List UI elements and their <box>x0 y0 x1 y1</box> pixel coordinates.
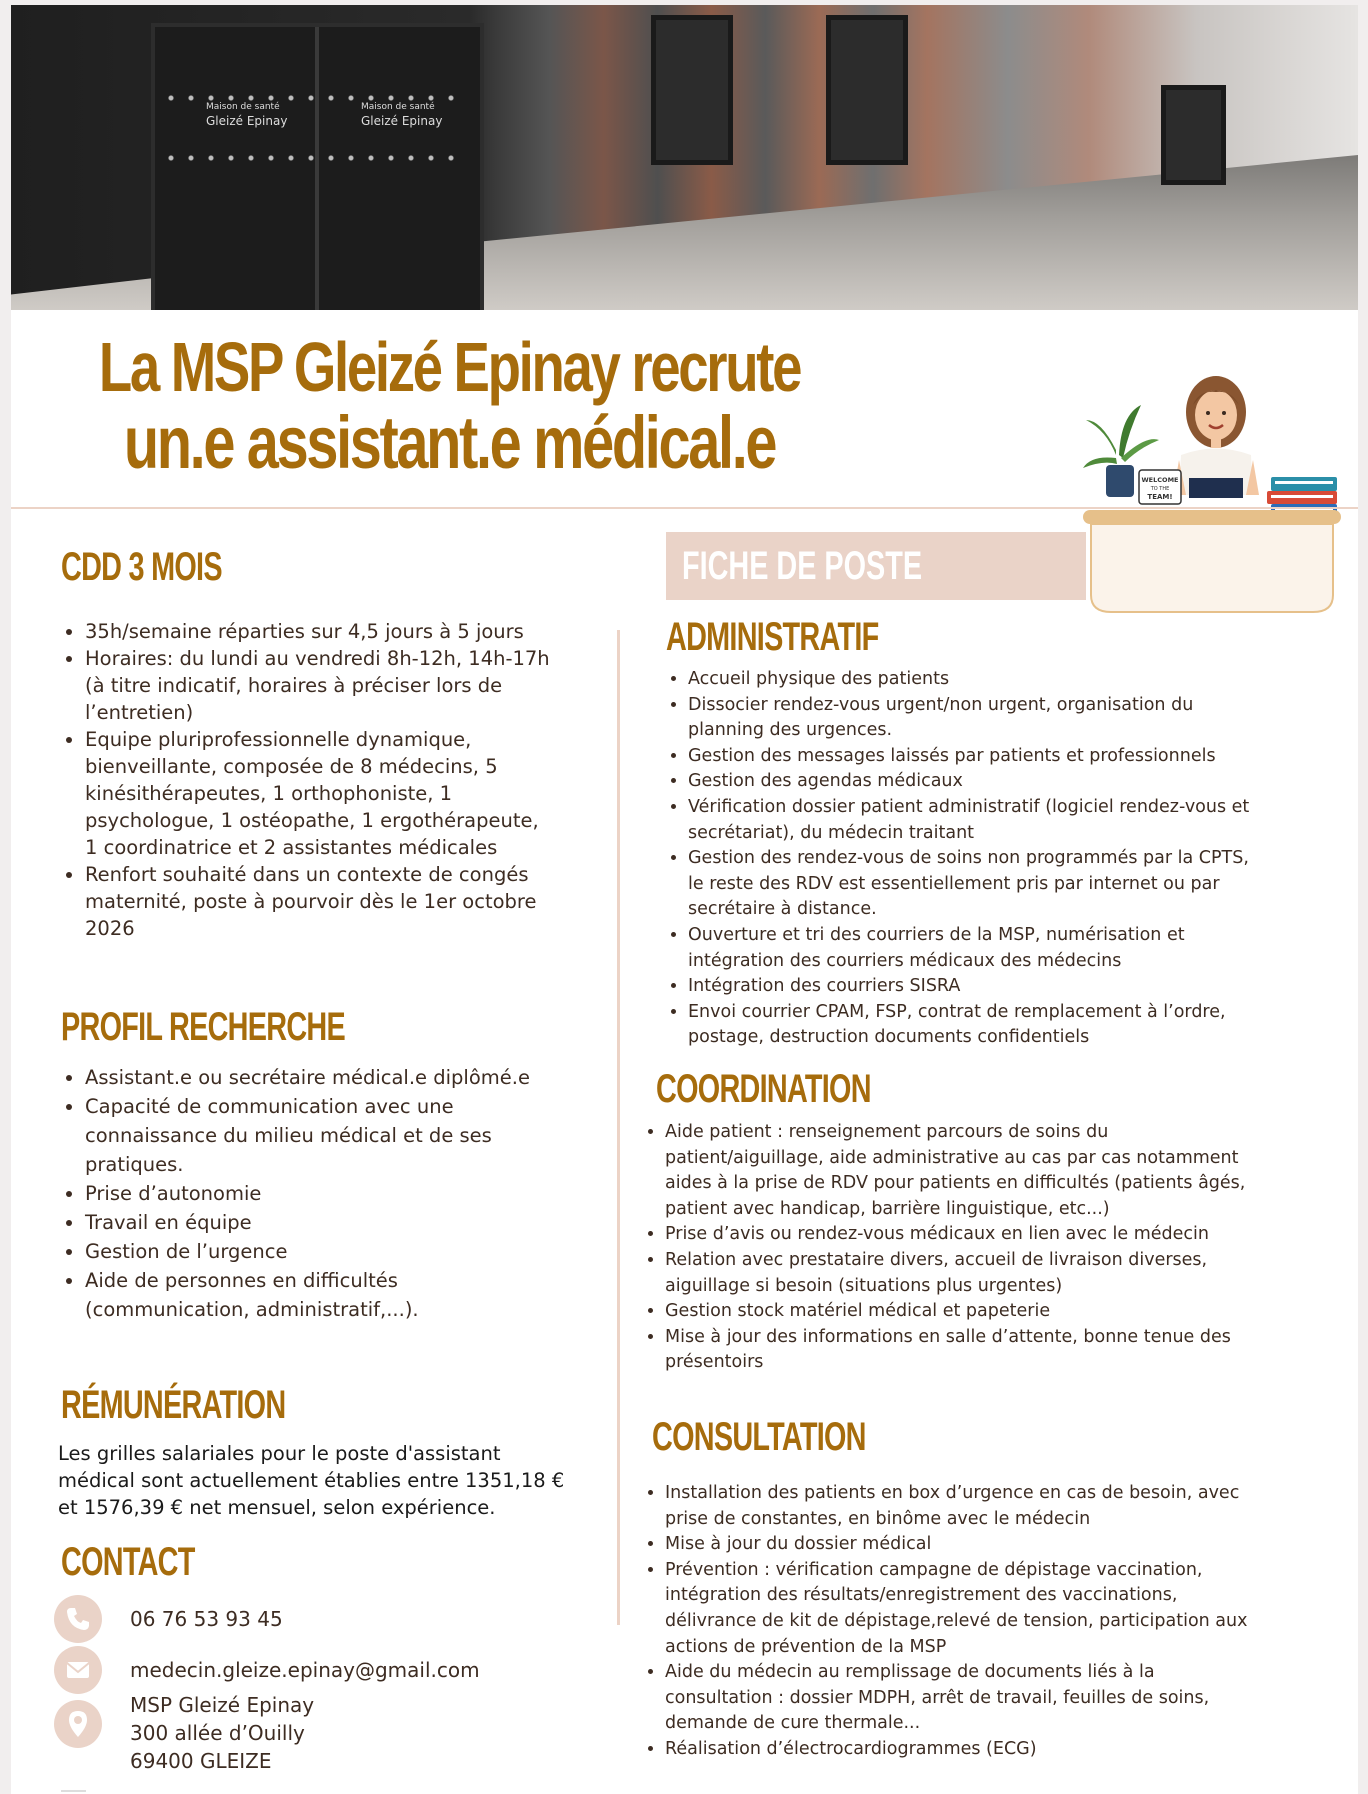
building-photo <box>11 5 1358 310</box>
cdd-heading: CDD 3 MOIS <box>61 545 222 589</box>
list-item: • Travail en équipe <box>85 1208 551 1237</box>
list-item: • Gestion des rendez-vous de soins non programmés par la CPTS, le reste des RDV est essentiellement pris par internet ou par secrétaire à distance. <box>688 846 1264 923</box>
list-item: • Gestion des agendas médicaux <box>688 769 1264 795</box>
list-item: • Vérification dossier patient administratif (logiciel rendez-vous et secrétariat), du médecin traitant <box>688 795 1264 846</box>
list-item: • Equipe pluriprofessionnelle dynamique, bienveillante, composée de 8 médecins, 5 kinésithérapeutes, 1 orthophoniste, 1 psychologue, 1 ostéopathe, 1 ergothérapeute, 1 coordinatrice et 2 assistantes médicales <box>85 726 551 861</box>
contact-phone[interactable]: 06 76 53 93 45 <box>130 1607 283 1631</box>
list-item: • Mise à jour des informations en salle d’attente, bonne tenue des présentoirs <box>665 1325 1251 1376</box>
list-item: • Accueil physique des patients <box>688 667 1264 693</box>
column-divider <box>617 630 620 1625</box>
consultation-heading: CONSULTATION <box>652 1415 866 1459</box>
reception-desk <box>1083 510 1341 612</box>
contact-address-line2: 300 allée d’Ouilly <box>130 1721 305 1745</box>
list-item: • 35h/semaine réparties sur 4,5 jours à 5 jours <box>85 618 551 645</box>
door-sign-brand: Gleizé Epinay <box>206 114 288 128</box>
administratif-list <box>664 667 1264 1051</box>
list-item: • Gestion stock matériel médical et papeterie <box>665 1299 1251 1325</box>
job-offer-page <box>11 5 1358 1794</box>
fiche-heading: FICHE DE POSTE <box>682 544 923 588</box>
list-item: • Assistant.e ou secrétaire médical.e diplômé.e <box>85 1063 551 1092</box>
photo-door-dots <box>161 155 461 161</box>
photo-entrance-door <box>151 23 484 310</box>
svg-text:WELCOME: WELCOME <box>1141 476 1179 484</box>
list-item: • Capacité de communication avec une connaissance du milieu médical et de ses pratiques. <box>85 1092 551 1179</box>
list-item: • Envoi courrier CPAM, FSP, contrat de remplacement à l’ordre, postage, destruction documents confidentiels <box>688 1000 1264 1051</box>
coordination-list <box>641 1120 1251 1376</box>
svg-text:TO THE: TO THE <box>1150 486 1170 492</box>
list-item: • Gestion des messages laissés par patients et professionnels <box>688 744 1264 770</box>
remuneration-text: Les grilles salariales pour le poste d'assistant médical sont actuellement établies entre 1351,18 € et 1576,39 € net mensuel, selon expérience. <box>58 1442 565 1519</box>
list-item: • Gestion de l’urgence <box>85 1237 551 1266</box>
contact-address-line1: MSP Gleizé Epinay <box>130 1693 315 1717</box>
list-item: • Prise d’avis ou rendez-vous médicaux en lien avec le médecin <box>665 1222 1251 1248</box>
cdd-list <box>61 618 551 942</box>
list-item: • Prise d’autonomie <box>85 1179 551 1208</box>
administratif-heading: ADMINISTRATIF <box>666 615 879 659</box>
list-item: • Réalisation d’électrocardiogrammes (ECG) <box>665 1737 1251 1763</box>
door-sign-right <box>361 100 471 140</box>
photo-window <box>651 15 733 165</box>
coordination-heading: COORDINATION <box>656 1067 871 1111</box>
door-sign-name: Maison de santé <box>206 102 280 112</box>
receptionist-figure <box>1173 376 1259 498</box>
remuneration-heading: RÉMUNÉRATION <box>61 1383 286 1427</box>
footer-divider <box>61 1790 86 1792</box>
receptionist-illustration <box>1081 360 1351 620</box>
contact-heading: CONTACT <box>61 1540 195 1584</box>
page-title-line2: un.e assistant.e médical.e <box>123 401 776 484</box>
list-item: • Aide du médecin au remplissage de documents liés à la consultation : dossier MDPH, arrêt de travail, feuilles de soins, demande de cure thermale... <box>665 1660 1251 1737</box>
list-item: • Dissocier rendez-vous urgent/non urgent, organisation du planning des urgences. <box>688 693 1264 744</box>
list-item: • Prévention : vérification campagne de dépistage vaccination, intégration des résultats/enregistrement des vaccinations, délivrance de kit de dépistage,relevé de tension, participation aux actions de prévention de la MSP <box>665 1558 1251 1660</box>
list-item: • Aide de personnes en difficultés (communication, administratif,...). <box>85 1266 551 1324</box>
consultation-list <box>641 1481 1251 1763</box>
list-item: • Aide patient : renseignement parcours de soins du patient/aiguillage, aide administrative au cas par cas notamment aides à la prise de RDV pour patients en difficultés (patients âgés, patient avec handicap, barrière linguistique, etc...) <box>665 1120 1251 1222</box>
door-sign-name: Maison de santé <box>361 102 435 112</box>
list-item: • Renfort souhaité dans un contexte de congés maternité, poste à pourvoir dès le 1er octobre 2026 <box>85 861 551 942</box>
photo-window <box>826 15 908 165</box>
list-item: • Ouverture et tri des courriers de la MSP, numérisation et intégration des courriers médicaux des médecins <box>688 923 1264 974</box>
list-item: • Relation avec prestataire divers, accueil de livraison diverses, aiguillage si besoin (situations plus urgentes) <box>665 1248 1251 1299</box>
phone-icon <box>54 1595 102 1643</box>
svg-text:TEAM!: TEAM! <box>1147 493 1173 501</box>
welcome-sign <box>1139 470 1181 504</box>
email-icon <box>54 1646 102 1694</box>
profil-heading: PROFIL RECHERCHE <box>61 1005 345 1049</box>
contact-address-line3: 69400 GLEIZE <box>130 1749 272 1773</box>
page-title-line1: La MSP Gleizé Epinay recrute <box>98 328 801 406</box>
door-sign-brand: Gleizé Epinay <box>361 114 443 128</box>
profil-list <box>61 1063 551 1324</box>
list-item: • Mise à jour du dossier médical <box>665 1532 1251 1558</box>
list-item: • Horaires: du lundi au vendredi 8h-12h, 14h-17h (à titre indicatif, horaires à préciser lors de l’entretien) <box>85 645 551 726</box>
contact-email[interactable]: medecin.gleize.epinay@gmail.com <box>130 1658 480 1682</box>
fiche-de-poste-banner <box>666 532 1086 600</box>
title-divider <box>11 507 1358 509</box>
location-icon <box>54 1700 102 1748</box>
list-item: • Installation des patients en box d’urgence en cas de besoin, avec prise de constantes, en binôme avec le médecin <box>665 1481 1251 1532</box>
door-sign-left <box>206 100 316 140</box>
list-item: • Intégration des courriers SISRA <box>688 974 1264 1000</box>
photo-window <box>1161 85 1226 185</box>
